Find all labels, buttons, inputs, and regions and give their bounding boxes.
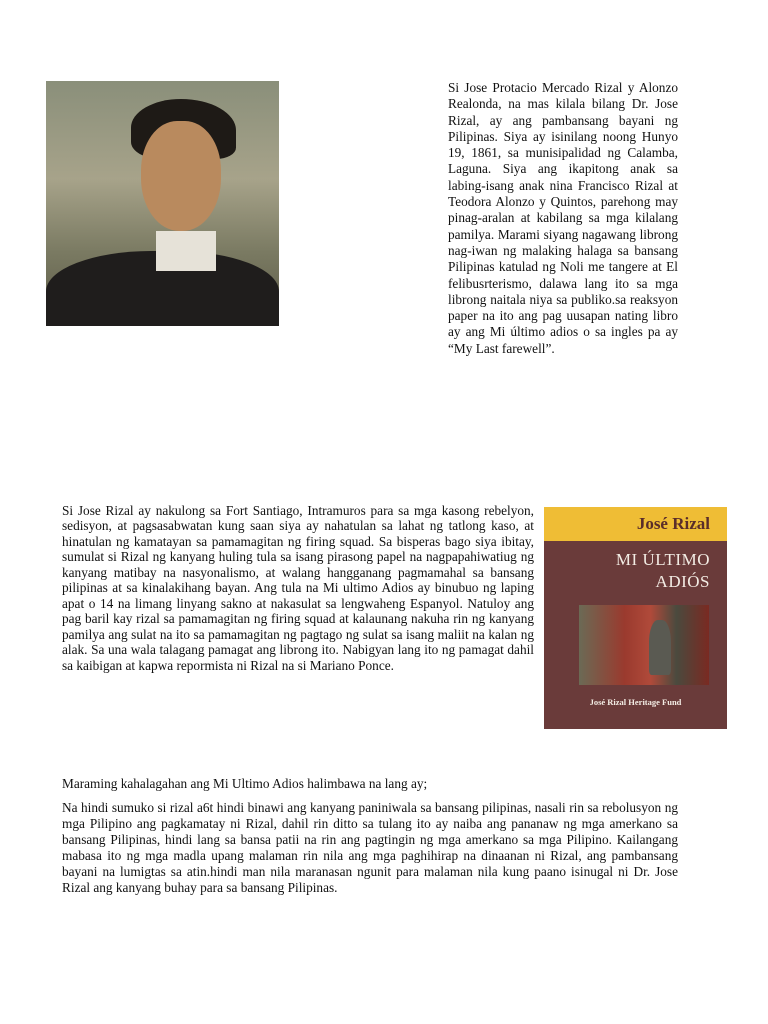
book-author: José Rizal: [544, 507, 727, 541]
book-title-line2: ADIÓS: [655, 572, 710, 591]
book-publisher: José Rizal Heritage Fund: [589, 697, 682, 707]
importance-paragraph: Na hindi sumuko si rizal a6t hindi binawi ang kanyang paniniwala sa bansang pilipinas, nasali rin sa rebolusyon ng mga Pilipino ang pagkamatay ni Rizal, dahil rin ditto sa tulang ito ay naiba ang pananaw ng mga amerkano sa bansang Pilipinas, hindi lang sa bansa patii na rin ang pagtingin ng mga amerkano sa mga Pilipino. Kailangang mabasa ito ng mga madla upang malaman rin nila ang mga paghihirap na dinaanan ni Rizal, ang pambansang bayani na lumigtas sa atin.hindi man nila maranasan ngunit para malaman nila kung paano isinugal ni Dr. Jose Rizal ang kanyang buhay para sa bansang Pilipinas.: [62, 800, 678, 895]
intro-paragraph-block: [248, 80, 678, 357]
book-title-line1: MI ÚLTIMO: [615, 550, 710, 569]
book-cover-painting: [579, 605, 709, 685]
book-cover-image: [544, 507, 727, 729]
intro-paragraph: Si Jose Protacio Mercado Rizal y Alonzo Realonda, na mas kilala bilang Dr. Jose Rizal, ay ang pambansang bayani ng Pilipinas. Siya ay isinilang noong Hunyo 19, 1861, sa munisipalidad ng Calamba, Laguna. Siya ang ikapitong anak sa labing-isang anak nina Francisco Rizal at Teodora Alonzo y Quintos, parehong may pinag-aralan at kabilang sa mga kilalang pamilya. Marami siyang nagawang librong nag-iwan ng malaking halaga sa bansang Pilipinas katulad ng Noli me tangere at El felibusrterismo, dalawa lang ito sa mga librong naitala niya sa publiko.sa reaksyon paper na ito ang pag uusapan nating libro ay ang Mi último adios o sa ingles pa ay “My Last farewell”.: [448, 80, 678, 356]
rizal-portrait-image: [46, 81, 279, 326]
importance-intro: Maraming kahalagahan ang Mi Ultimo Adios halimbawa na lang ay;: [62, 776, 428, 791]
history-paragraph: Si Jose Rizal ay nakulong sa Fort Santiago, Intramuros para sa mga kasong rebelyon, sedisyon, at pagsasabwatan kung saan siya ay nahatulan sa lahat ng tatlong kaso, at hinatulan ng kamatayan sa pamamagitan ng firing squad. Sa bisperas bago siya ibitay, sumulat si Rizal ng kanyang huling tula sa isang pirasong papel na nagpapahiwatiug ng kanyang matibay na nasyonalismo, at walang hangganang pagmamahal sa bansang pilipinas at sa kinalakihang bayan. Ang tula na Mi ultimo Adios ay binubuo ng laping apat o 14 na limang linyang sakno at nakasulat sa lengwaheng Espanyol. Natuloy ang pag baril kay rizal sa pamamagitan ng firing squad at kalaunang nakuha rin ng kanyang pamilya ang sulat na ito sa pamamagitan ng pagtago ng sulat sa isang maliit na kalan ng alak. Sa una wala talagang pamagat ang librong ito. Nabigyan lang ito ng pamagat dahil sa kaibigan at kapwa repormista ni Rizal na si Mariano Ponce.: [62, 503, 534, 673]
